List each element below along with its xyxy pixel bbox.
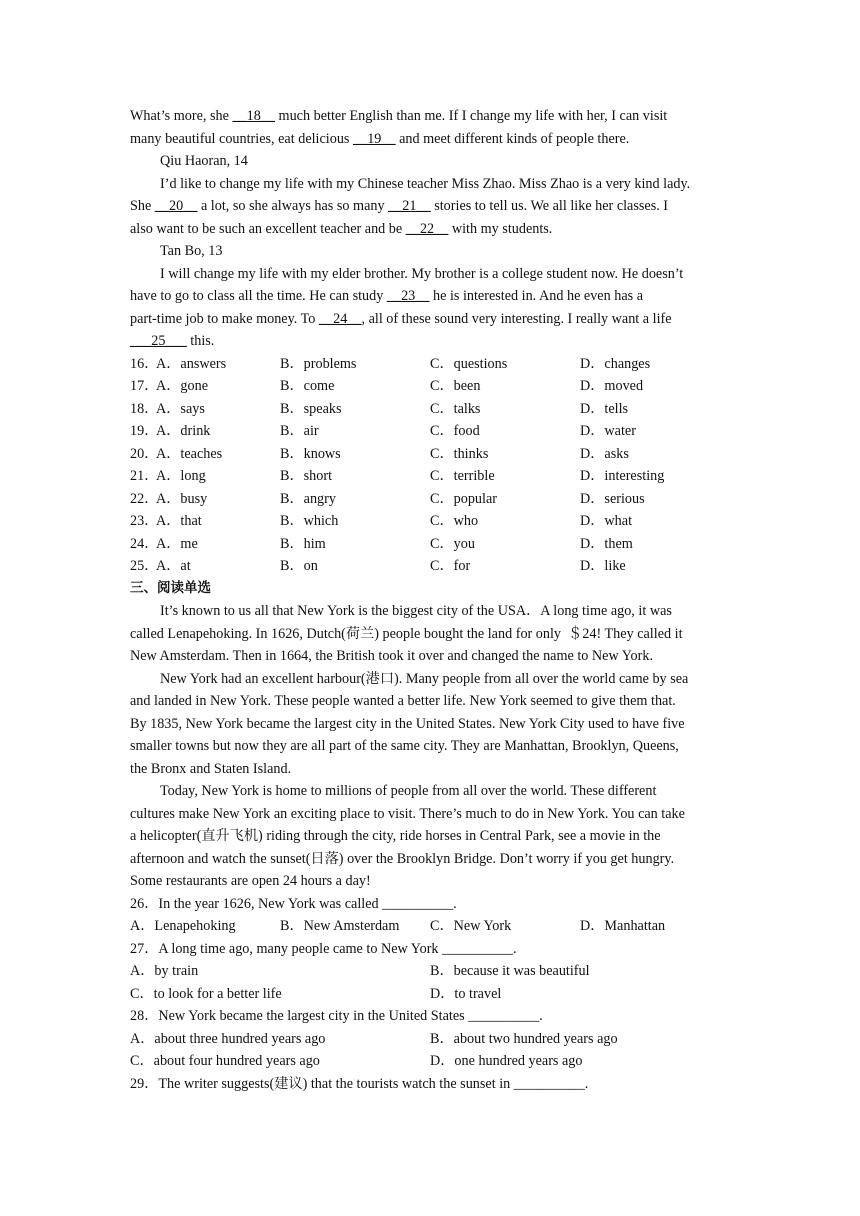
option-b: B．come [280,378,335,394]
text: part-time job to make money. To [130,310,319,327]
option-c: C．questions [430,355,508,372]
passage-line [130,285,730,308]
option-a: A．says [156,400,205,417]
option-d: D．water [580,423,636,439]
option-d: D．them [580,535,633,552]
cloze-option-row [130,375,730,398]
option-d: D．Manhattan [580,918,666,934]
passage-line [130,195,730,218]
option-c: C．talks [430,400,481,417]
text: stories to tell us. We all like her classes. I [430,198,669,214]
section-title: 三、阅读单选 [130,580,211,596]
passage-line [130,105,730,128]
option-c: C．who [430,513,479,529]
text: She [130,198,155,214]
passage-line [130,128,730,151]
question-27-options [130,983,730,1006]
passage-line: the Bronx and Staten Island. [130,760,292,777]
text: What’s more, she [130,108,233,124]
option-a: A．answers [156,355,227,372]
passage-line: afternoon and watch the sunset(日落) over the Brooklyn Bridge. Don’t worry if you get hungry. [130,850,675,867]
question-26: 26．In the year 1626, New York was called __________. [130,895,457,912]
option-c: C．about four hundred years ago [130,1053,320,1069]
option-d: D．serious [580,490,645,507]
text: he is interested in. And he even has a [429,288,643,304]
text: many beautiful countries, eat delicious [130,130,353,147]
option-d: D．tells [580,400,629,417]
blank-25: ___25___ [130,333,187,349]
passage-line: I will change my life with my elder brother. My brother is a college student now. He doesn’t [160,265,684,282]
option-b: B．because it was beautiful [430,963,590,979]
option-d: D．moved [580,378,644,394]
author-name: Qiu Haoran, 14 [160,153,248,169]
text: have to go to class all the time. He can study [130,288,387,304]
option-b: B．speaks [280,400,342,417]
cloze-option-row [130,353,730,376]
option-a: A．long [156,468,206,484]
question-number: 20． [130,445,159,462]
passage-line: I’d like to change my life with my Chinese teacher Miss Zhao. Miss Zhao is a very kind lady. [160,175,691,192]
passage-line: Today, New York is home to millions of people from all over the world. These different [160,783,657,799]
option-a: A．gone [156,378,209,394]
passage-line [130,218,730,241]
option-d: D．asks [580,445,629,462]
option-b: B．short [280,468,333,484]
option-a: A．teaches [156,445,223,462]
passage-line: New York had an excellent harbour(港口). Many people from all over the world came by sea [160,670,689,687]
question-28-options [130,1028,730,1051]
option-a: A．at [156,558,191,574]
option-d: D．interesting [580,468,665,484]
option-d: D．one hundred years ago [430,1053,583,1069]
blank-18: __18__ [232,108,275,124]
option-b: B．New Amsterdam [280,918,400,934]
cloze-option-row [130,533,730,556]
question-number: 22． [130,490,159,507]
question-29: 29．The writer suggests(建议) that the tourists watch the sunset in __________. [130,1075,589,1092]
passage-line: New Amsterdam. Then in 1664, the British took it over and changed the name to New York. [130,648,654,664]
option-b: B．which [280,513,339,529]
option-c: C．popular [430,490,497,507]
question-28-options [130,1050,730,1073]
blank-23: __23__ [386,288,430,304]
author-name: Tan Bo, 13 [160,243,223,259]
blank-24: __24__ [318,310,362,327]
option-a: A．drink [156,423,211,439]
passage-line: By 1835, New York became the largest city in the United States. New York City used to have five [130,715,685,732]
option-b: B．him [280,535,326,552]
option-c: C．thinks [430,445,489,462]
passage-line [130,308,730,331]
option-b: B．air [280,423,319,439]
option-b: B．knows [280,445,341,462]
question-26-options [130,915,730,938]
passage-line: and landed in New York. These people wanted a better life. New York seemed to give them that. [130,693,676,709]
passage-line: called Lenapehoking. In 1626, Dutch(荷兰) people bought the land for only ＄24! They called it [130,625,683,642]
cloze-option-row [130,488,730,511]
question-number: 23． [130,513,159,529]
passage-line: cultures make New York an exciting place to visit. There’s much to do in New York. You can take [130,805,685,822]
option-c: C．been [430,378,481,394]
option-b: B．about two hundred years ago [430,1030,618,1047]
blank-21: __21__ [388,198,431,214]
option-d: D．what [580,513,633,529]
cloze-option-row [130,465,730,488]
option-a: A．that [156,513,202,529]
cloze-option-row [130,555,730,578]
question-number: 21． [130,468,159,484]
blank-19: __19__ [353,130,396,147]
question-number: 17． [130,378,159,394]
passage-line: smaller towns but now they are all part of the same city. They are Manhattan, Brooklyn, Queens, [130,738,679,754]
option-a: A．by train [130,963,199,979]
question-number: 18． [130,400,159,417]
text: with my students. [448,220,553,237]
option-c: C．food [430,423,480,439]
blank-20: __20__ [154,198,198,214]
question-number: 19． [130,423,159,439]
option-b: B．on [280,558,318,574]
option-c: C．for [430,558,471,574]
question-27: 27．A long time ago, many people came to New York __________. [130,940,517,957]
option-a: A．busy [156,490,208,507]
passage-line [130,330,730,353]
passage-line: Some restaurants are open 24 hours a day! [130,873,371,889]
blank-22: __22__ [405,220,449,237]
option-b: B．problems [280,355,357,372]
question-number: 24． [130,535,159,552]
question-27-options [130,960,730,983]
passage-line: a helicopter(直升飞机) riding through the city, ride horses in Central Park, see a movie in the [130,828,661,844]
option-a: A．about three hundred years ago [130,1030,326,1047]
text: also want to be such an excellent teacher and be [130,220,406,237]
option-b: B．angry [280,490,336,507]
option-d: D．to travel [430,985,502,1002]
cloze-option-row [130,443,730,466]
question-number: 16． [130,355,159,372]
question-28: 28．New York became the largest city in the United States __________. [130,1008,543,1024]
option-d: D．changes [580,355,651,372]
option-d: D．like [580,558,626,574]
question-number: 25． [130,558,159,574]
cloze-option-row [130,510,730,533]
text: this. [186,333,215,349]
option-c: C．to look for a better life [130,985,282,1002]
text: much better English than me. If I change my life with her, I can visit [275,108,668,124]
text: a lot, so she always has so many [197,198,389,214]
passage-line: It’s known to us all that New York is the biggest city of the USA．A long time ago, it was [160,603,672,619]
option-c: C．New York [430,918,512,934]
option-c: C．terrible [430,468,495,484]
cloze-option-row [130,398,730,421]
text: , all of these sound very interesting. I really want a life [361,310,672,327]
option-c: C．you [430,535,475,552]
option-a: A．Lenapehoking [130,918,236,934]
text: and meet different kinds of people there. [395,130,630,147]
option-a: A．me [156,535,198,552]
cloze-option-row [130,420,730,443]
